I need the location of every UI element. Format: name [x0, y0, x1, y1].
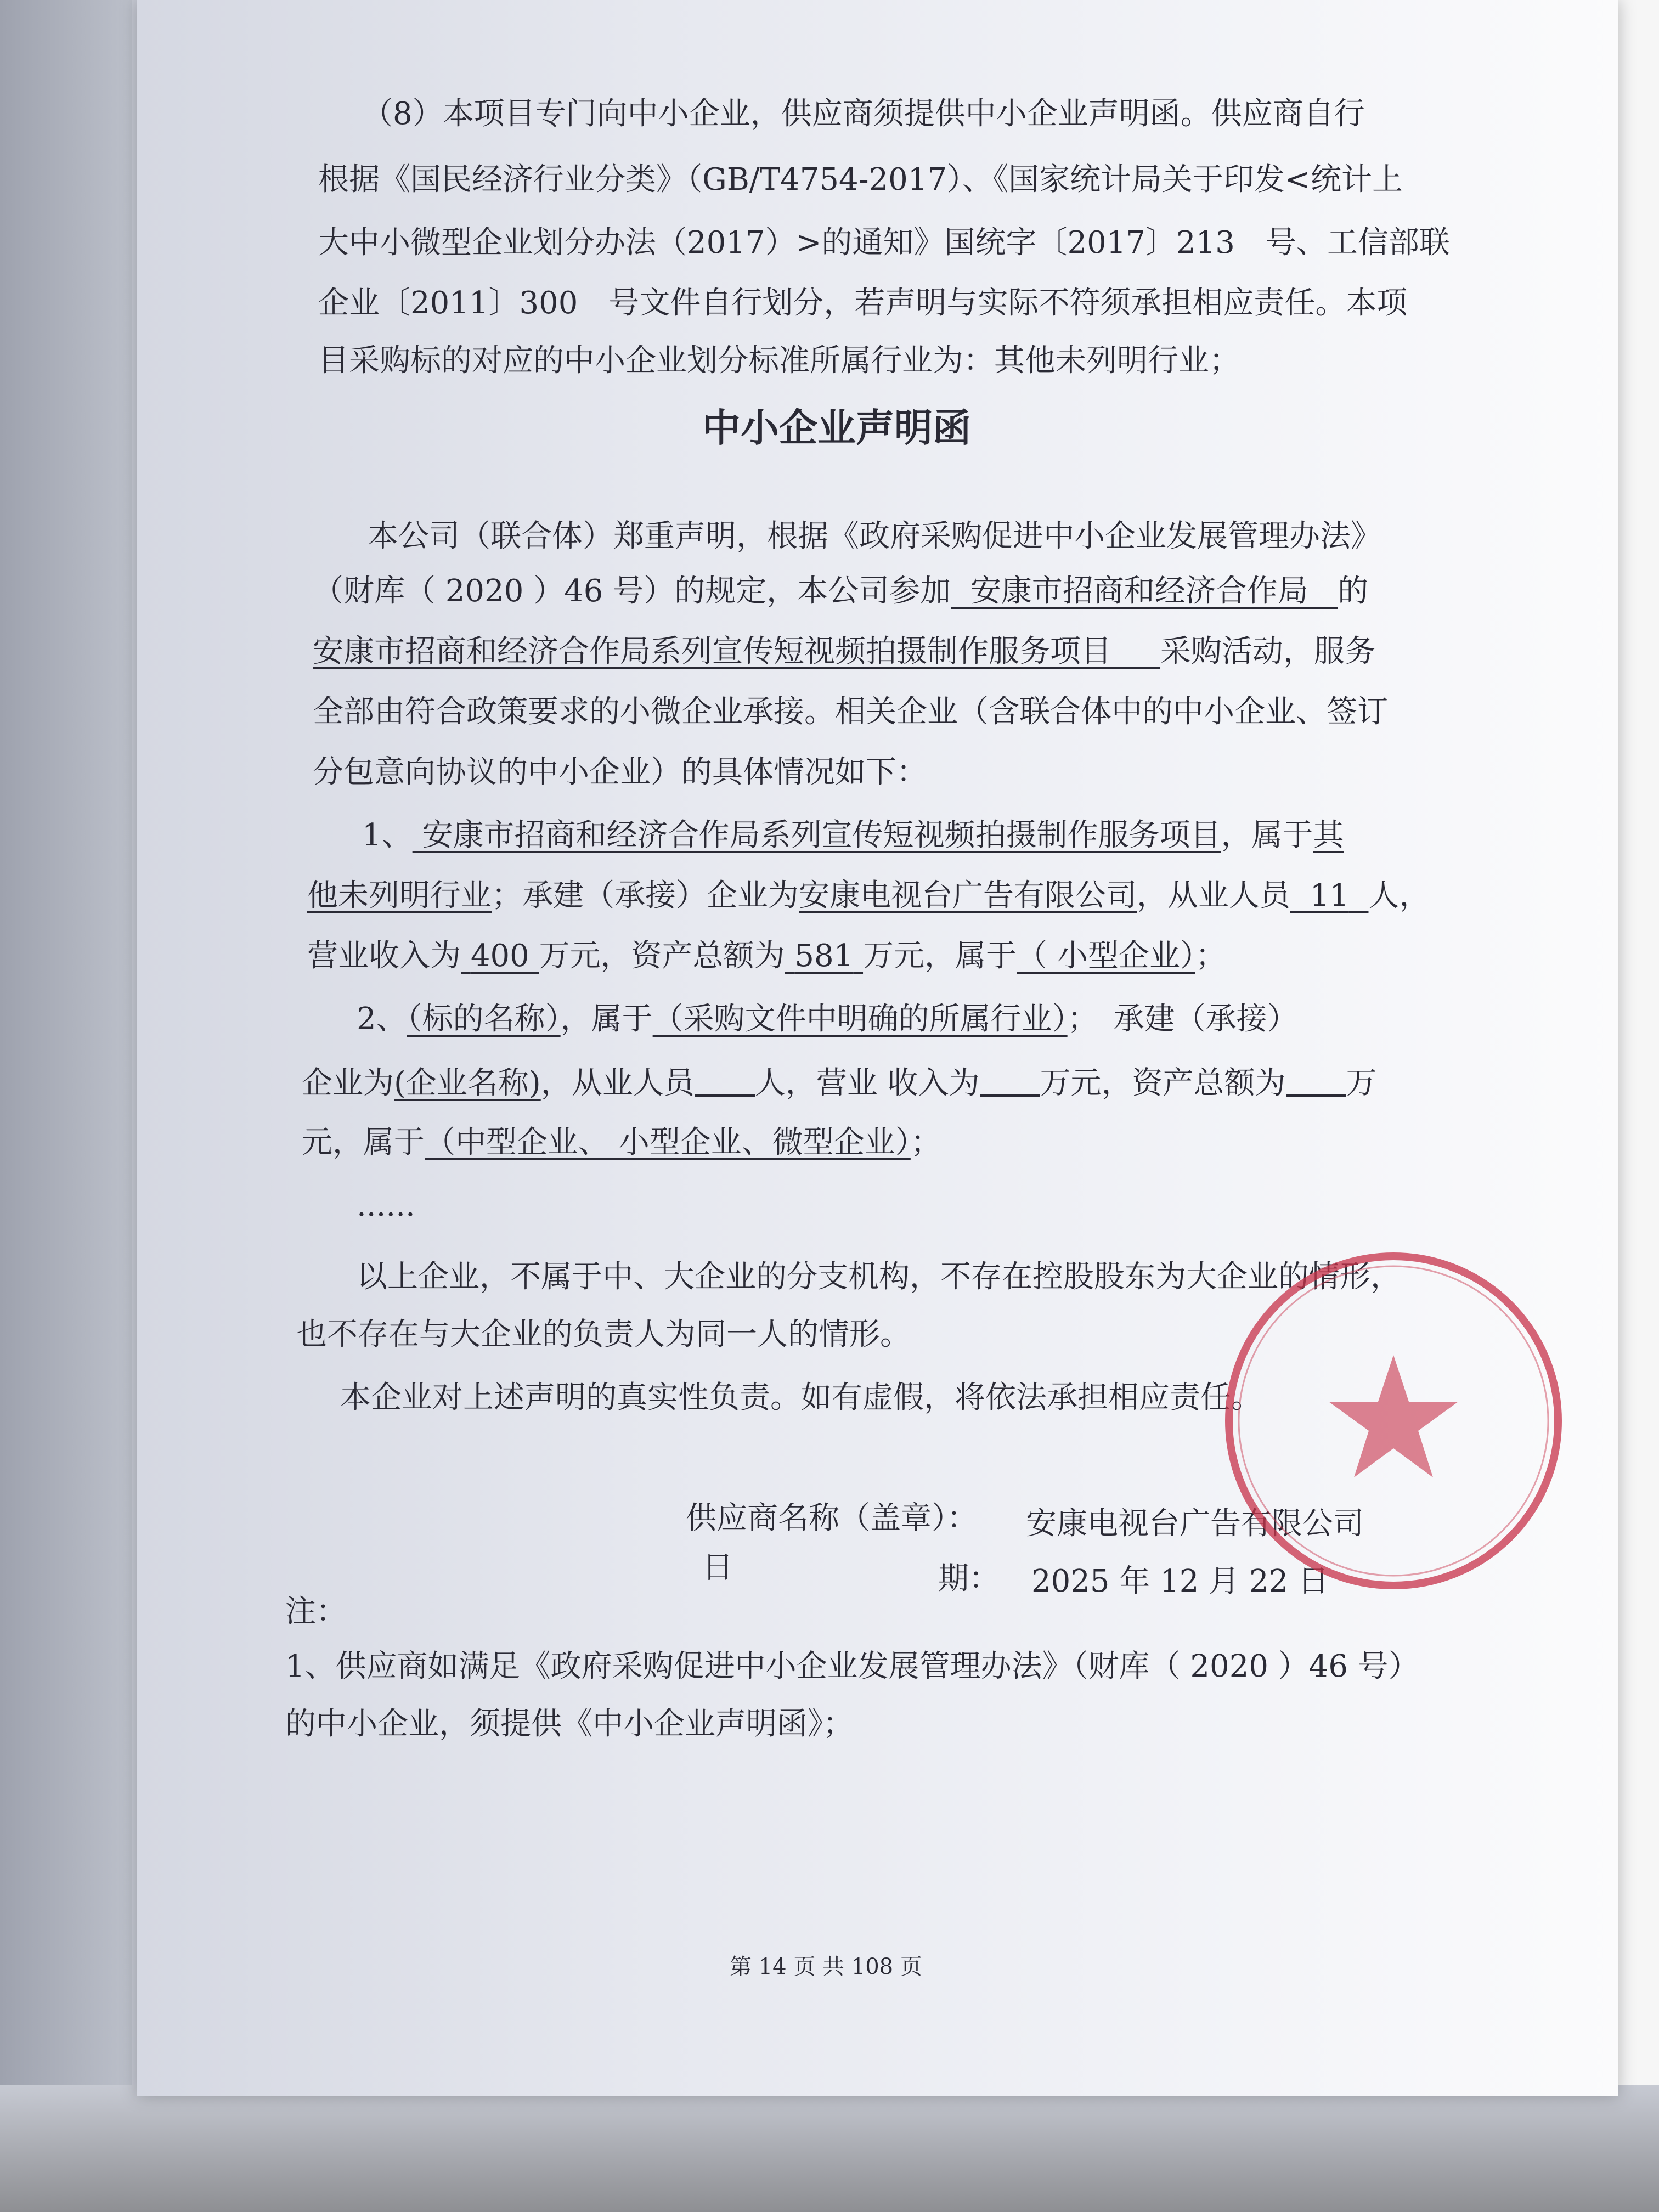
- intro-line-4: 企业〔2011〕300 号文件自行划分，若声明与实际不符须承担相应责任。本项: [318, 285, 1408, 321]
- item2-company-pre: 企业为: [302, 1065, 394, 1101]
- p4: 本企业对上述声明的真实性负责。如有虚假，将依法承担相应责任。: [340, 1380, 1262, 1415]
- item2-unit-tail: 元，属于: [302, 1125, 425, 1160]
- item1-staff: [1290, 878, 1368, 913]
- p1-line-d: 全部由符合政策要求的小微企业承接。相关企业（含联合体中的中小企业、签订: [313, 694, 1388, 730]
- item1-revenue-value: 400: [470, 938, 529, 974]
- item1-staff-pre: ，从业人员: [1137, 878, 1290, 913]
- item2-num: 2、: [357, 1001, 407, 1037]
- item2-end: ；: [910, 1125, 941, 1160]
- intro-line-3: 大中小微型企业划分办法（2017）>的通知》国统字〔2017〕213 号、工信部联: [318, 225, 1450, 261]
- item2-staff-blank: [695, 1067, 755, 1097]
- intro-line-5: 目采购标的对应的中小企业划分标准所属行业为：其他未列明行业；: [318, 343, 1240, 379]
- item2-belongs: ，属于: [560, 1001, 653, 1037]
- date-value: 2025 年 12 月 22 日: [1031, 1564, 1329, 1599]
- supplier-name: 安康电视台广告有限公司: [1026, 1506, 1364, 1542]
- company-seal: [1218, 1245, 1569, 1596]
- purchaser-name-text: 安康市招商和经济合作局: [970, 573, 1308, 609]
- intro-line-2: 根据《国民经济行业分类》（GB/T4754-2017）、《国家统计局关于印发<统计上: [318, 162, 1403, 198]
- note-1-line-a: 1、供应商如满足《政府采购促进中小企业发展管理办法》（财库（ 2020 ）46 号）: [285, 1649, 1419, 1684]
- item1-industry-b: 他未列明行业: [307, 878, 492, 913]
- item1-line-c: [307, 938, 1226, 974]
- date-label-2: 期：: [938, 1561, 1000, 1596]
- left-shadow: [0, 0, 132, 2212]
- project-name: [313, 634, 1160, 669]
- p1-line-c: [313, 636, 1375, 667]
- note-1-line-b: 的中小企业，须提供《中小企业声明函》；: [285, 1706, 854, 1742]
- item2-company: (企业名称): [394, 1065, 541, 1101]
- page-number: 第 14 页 共 108 页: [730, 1954, 922, 1979]
- seal-star-icon: [1329, 1355, 1458, 1477]
- item1-contractor-pre: ；承建（承接）企业为: [492, 878, 799, 913]
- supplier-label: 供应商名称（盖章）：: [686, 1500, 978, 1536]
- item2-industry: （采购文件中明确的所属行业）: [652, 1001, 1068, 1037]
- item2-staff-pre: ，从业人员: [540, 1065, 695, 1101]
- item1-project-text: 安康市招商和经济合作局系列宣传短视频拍摄制作服务项目: [422, 817, 1221, 853]
- item2-target: （标的名称）: [407, 1001, 561, 1037]
- item2-assets-unit: 万: [1346, 1065, 1377, 1101]
- item1-industry-a: 其: [1313, 817, 1344, 853]
- p1-c-post: 采购活动，服务: [1160, 634, 1376, 669]
- date-label-1: 日: [702, 1550, 733, 1585]
- item1-project: [413, 817, 1221, 853]
- project-name-text: 安康市招商和经济合作局系列宣传短视频拍摄制作服务项目: [313, 634, 1111, 669]
- p3-line-a: 以上企业，不属于中、大企业的分支机构，不存在控股股东为大企业的情形，: [357, 1259, 1401, 1295]
- item1-num: 1、: [362, 817, 413, 853]
- ellipsis: ......: [357, 1188, 415, 1223]
- item1-revenue-pre: 营业收入为: [307, 938, 461, 974]
- item1-size: （ 小型企业）: [1017, 938, 1195, 974]
- item1-staff-value: 11: [1310, 878, 1349, 913]
- intro-line-1: （8）本项目专门向中小企业，供应商须提供中小企业声明函。供应商自行: [362, 96, 1365, 132]
- p1-b-post: 的: [1338, 573, 1369, 609]
- item2-line-a: [357, 1001, 1298, 1037]
- item1-revenue: [461, 938, 539, 974]
- p1-line-b: [313, 573, 1369, 609]
- item2-line-b: [302, 1067, 1377, 1099]
- item2-assets-blank: [1286, 1067, 1346, 1097]
- item1-assets-unit: 万元，属于: [863, 938, 1017, 974]
- p3-line-b: 也不存在与大企业的负责人为同一人的情形。: [296, 1317, 911, 1352]
- item1-assets-value: 581: [794, 938, 854, 974]
- item1-assets: [785, 938, 864, 974]
- purchaser-name: [951, 573, 1338, 609]
- item1-line-b: [307, 878, 1430, 913]
- item1-revenue-unit: 万元，资产总额为: [539, 938, 785, 974]
- item1-line-a: [362, 817, 1344, 853]
- document-page: [137, 0, 1618, 2096]
- notes-label: 注：: [285, 1594, 347, 1629]
- p1-line-a: 本公司（联合体）郑重声明，根据《政府采购促进中小企业发展管理办法》: [368, 518, 1381, 554]
- p1-b-pre: （财库（ 2020 ）46 号）的规定，本公司参加: [313, 573, 951, 609]
- item1-contractor: 安康电视台广告有限公司: [799, 878, 1137, 913]
- item2-contractor-pre: ； 承建（承接）: [1067, 1001, 1298, 1037]
- item2-size: （中型企业、 小型企业、微型企业）: [425, 1125, 911, 1160]
- p1-line-e: 分包意向协议的中小企业）的具体情况如下：: [313, 754, 927, 790]
- bottom-shadow: [0, 2085, 1659, 2212]
- letter-title: 中小企业声明函: [702, 405, 971, 450]
- item2-staff-unit: 人，营业 收入为: [754, 1065, 980, 1101]
- item1-staff-unit: 人，: [1368, 878, 1430, 913]
- item1-end: ；: [1195, 938, 1226, 974]
- item1-belongs: ，属于: [1221, 817, 1313, 853]
- item2-revenue-unit: 万元，资产总额为: [1040, 1065, 1286, 1101]
- item2-revenue-blank: [980, 1067, 1040, 1097]
- item2-line-c: [302, 1127, 941, 1158]
